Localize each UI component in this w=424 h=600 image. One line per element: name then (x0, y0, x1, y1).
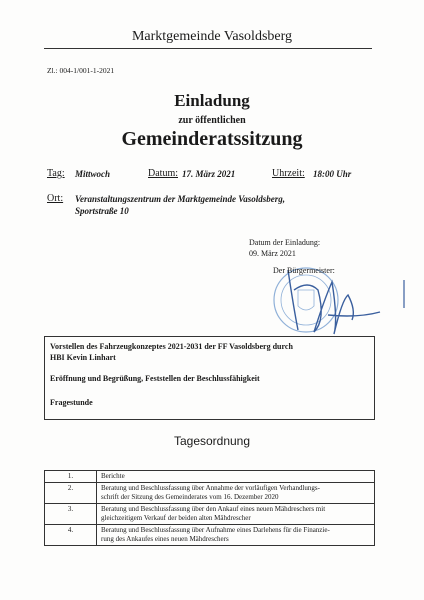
agenda-title: Tagesordnung (173, 434, 251, 448)
day-label: Tag: (47, 168, 65, 179)
doc-heading: Gemeinderatssitzung (121, 128, 303, 150)
agenda-text (97, 504, 375, 525)
agenda-text-line: Beratung und Beschlussfassung über den Ankauf eines neuen Mähdreschers mit (101, 505, 326, 513)
table-row (45, 504, 375, 525)
agenda-text (97, 483, 375, 504)
municipality-name: Marktgemeinde Vasoldsberg (131, 29, 293, 44)
place-line-1: Veranstaltungszentrum der Marktgemeinde Vasoldsberg, (75, 194, 286, 204)
header-divider (44, 48, 372, 49)
agenda-number: 3. (45, 504, 97, 525)
time-label: Uhrzeit: (272, 168, 305, 179)
table-row (45, 525, 375, 546)
doc-title: Einladung (174, 91, 250, 110)
agenda-text-line: Beratung und Beschlussfassung über Annahme der vorläufigen Verhandlungs- (101, 484, 320, 492)
day-value: Mittwoch (75, 169, 111, 179)
agenda-number: 2. (45, 483, 97, 504)
date-value: 17. März 2021 (182, 169, 236, 179)
seal-emblem (298, 290, 314, 310)
agenda-text-line: gleichzeitigem Verkauf der beiden alten Mähdrescher (101, 514, 251, 522)
table-row (45, 483, 375, 504)
agenda-number: 4. (45, 525, 97, 546)
pre-agenda-item-2: Eröffnung und Begrüßung, Feststellen der Beschlussfähigkeit (50, 374, 260, 383)
pre-agenda-item-3: Fragestunde (50, 398, 93, 407)
agenda-number: 1. (45, 471, 97, 483)
agenda-text-line: Beratung und Beschlussfassung über Aufnahme eines Darlehens für die Finanzie- (101, 526, 330, 534)
place-line-2: Sportstraße 10 (75, 206, 129, 216)
date-label: Datum: (148, 168, 178, 179)
agenda-text (97, 525, 375, 546)
seal-outer-ring (274, 268, 338, 332)
agenda-table (44, 470, 375, 546)
seal-inner-ring (281, 275, 331, 325)
agenda-text (97, 471, 375, 483)
agenda-text-line: rung des Ankaufes eines neuen Mähdreschers (101, 535, 229, 543)
doc-subtitle: zur öffentlichen (178, 115, 246, 126)
place-label: Ort: (47, 193, 64, 204)
signer-label: Der Bürgermeister: (273, 266, 335, 275)
invitation-date-label: Datum der Einladung: (249, 238, 321, 247)
time-value: 18:00 Uhr (313, 169, 352, 179)
pre-agenda-item-1: Vorstellen des Fahrzeugkonzeptes 2021-2031 der FF Vasoldsberg durch (50, 342, 293, 351)
table-row (45, 471, 375, 483)
invitation-date-value: 09. März 2021 (249, 249, 296, 258)
reference-number: Zl.: 004-1/001-1-2021 (47, 66, 115, 75)
agenda-text-line: schrift der Sitzung des Gemeinderates vom 16. Dezember 2020 (101, 493, 279, 501)
pre-agenda-item-1-cont: HBI Kevin Linhart (50, 353, 116, 362)
agenda-text-line: Berichte (101, 472, 125, 480)
